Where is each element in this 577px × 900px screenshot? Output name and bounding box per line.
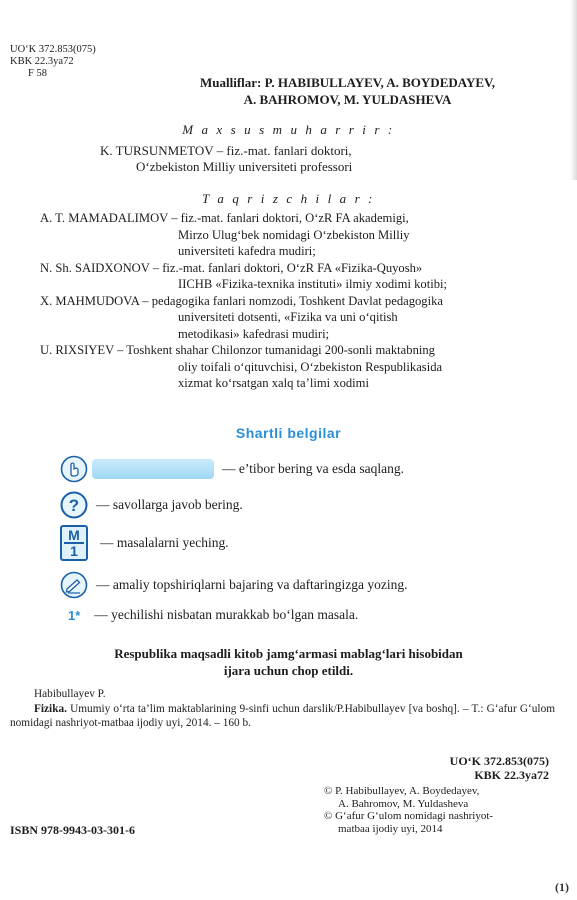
udk-block-bottom <box>450 754 549 782</box>
page-edge-shadow <box>570 0 577 180</box>
copyright-line: © P. Habibullayev, A. Boydedayev, <box>324 785 480 797</box>
reviewer-line: universiteti dotsenti, «Fizika va uni o‘qitish <box>178 310 398 324</box>
reviewer-line: xizmat ko‘rsatgan xalq ta’limi xodimi <box>178 376 369 390</box>
reviewer-entry <box>40 293 560 343</box>
legend-row <box>60 455 404 483</box>
svg-text:?: ? <box>68 496 80 515</box>
legend-row <box>60 571 408 599</box>
legend-text: — yechilishi nisbatan murakkab bo‘lgan masala. <box>94 607 359 622</box>
legend-row <box>60 607 358 623</box>
copyright-line: matbaa ijodiy uyi, 2014 <box>338 822 443 835</box>
copyright-line: © G‘afur G‘ulom nomidagi nashriyot- <box>324 810 494 822</box>
funding-note <box>0 645 577 679</box>
reviewer-line: IICHB «Fizika-texnika instituti» ilmiy xodimi kotibi; <box>178 277 448 291</box>
legend-text: — amaliy topshiriqlarni bajaring va daftaringizga yozing. <box>96 577 408 592</box>
reviewer-line: X. MAHMUDOVA – pedagogika fanlari nomzodi, Toshkent Davlat pedagogika <box>40 293 443 308</box>
kbk-code: KBK 22.3ya72 <box>10 56 74 67</box>
writing-hand-icon <box>60 571 88 599</box>
funding-line-2: ijara uchun chop etildi. <box>223 663 354 678</box>
catalog-description <box>10 702 555 731</box>
m1-problem-icon <box>60 525 88 561</box>
isbn: ISBN 978-9943-03-301-6 <box>10 823 135 837</box>
udk-block <box>10 44 96 80</box>
reviewer-line: A. T. MAMADALIMOV – fiz.-mat. fanlari doktori, O‘zR FA akademigi, <box>40 211 409 225</box>
authors-line-2: A. BAHROMOV, M. YULDASHEVA <box>243 92 452 107</box>
symbols-title: Shartli belgilar <box>235 425 342 441</box>
reviewer-line: U. RIXSIYEV – Toshkent shahar Chilonzor tumanidagi 200-sonli maktabning <box>40 343 435 357</box>
legend-text: — savollarga javob bering. <box>96 497 243 512</box>
m1-icon-number: 1 <box>70 543 78 559</box>
catalog-entry <box>10 687 555 731</box>
authors-block <box>150 74 545 108</box>
author-sign: F 58 <box>28 68 47 79</box>
reviewer-entry <box>40 260 560 293</box>
legend-text: — masalalarni yeching. <box>100 535 229 550</box>
m1-icon-letter: M <box>68 527 80 543</box>
corner-mark: (1) <box>555 880 569 894</box>
editor-heading: M a x s u s m u h a r r i r : <box>182 122 395 137</box>
reviewers-list <box>40 210 560 392</box>
legend-row <box>60 491 243 519</box>
reviewer-line: Mirzo Ulug‘bek nomidagi O‘zbekiston Milliy <box>178 227 410 242</box>
catalog-author: Habibullayev P. <box>34 688 106 700</box>
question-mark-icon <box>60 491 88 519</box>
copyright-block <box>324 785 554 835</box>
reviewer-line: universiteti kafedra mudiri; <box>178 244 316 258</box>
reviewer-line: oliy toifali o‘qituvchisi, O‘zbekiston Respublikasida <box>178 359 443 374</box>
reviewer-line: metodikasi» kafedrasi mudiri; <box>178 326 330 341</box>
editor-block <box>100 143 480 175</box>
authors-line-1: Mualliflar: P. HABIBULLAYEV, A. BOYDEDAYEV, <box>200 75 495 90</box>
funding-line-1: Respublika maqsadli kitob jamg‘armasi mablag‘lari hisobidan <box>114 646 463 661</box>
catalog-text: Umumiy o‘rta ta’lim maktablarining 9-sinfi uchun darslik/P.Habibullayev [va boshq]. – T.: G‘afur G‘ulom nomidagi nashriyot-matbaa ijodiy uyi, 2014. – 160 b. <box>10 702 555 729</box>
highlight-bar <box>92 459 214 479</box>
legend-text: — e’tibor bering va esda saqlang. <box>222 461 404 476</box>
editor-line-2: O‘zbekiston Milliy universiteti professori <box>136 159 353 174</box>
catalog-title: Fizika. <box>34 702 67 715</box>
reviewer-line: N. Sh. SAIDXONOV – fiz.-mat. fanlari doktori, O‘zR FA «Fizika-Quyosh» <box>40 260 423 275</box>
legend-row <box>60 525 229 561</box>
kbk-code-bottom: KBK 22.3ya72 <box>474 768 549 782</box>
editor-line-1: K. TURSUNMETOV – fiz.-mat. fanlari doktori, <box>100 143 352 158</box>
reviewer-entry <box>40 210 560 260</box>
star-number-icon: 1* <box>68 607 81 623</box>
reviewers-heading: T a q r i z c h i l a r : <box>201 191 376 206</box>
copyright-line: A. Bahromov, M. Yuldasheva <box>338 797 469 810</box>
reviewer-entry <box>40 342 560 392</box>
udk-code-bottom: UO‘K 372.853(075) <box>449 754 549 768</box>
udk-code: UO‘K 372.853(075) <box>10 44 96 55</box>
hand-pointer-icon <box>60 455 88 483</box>
